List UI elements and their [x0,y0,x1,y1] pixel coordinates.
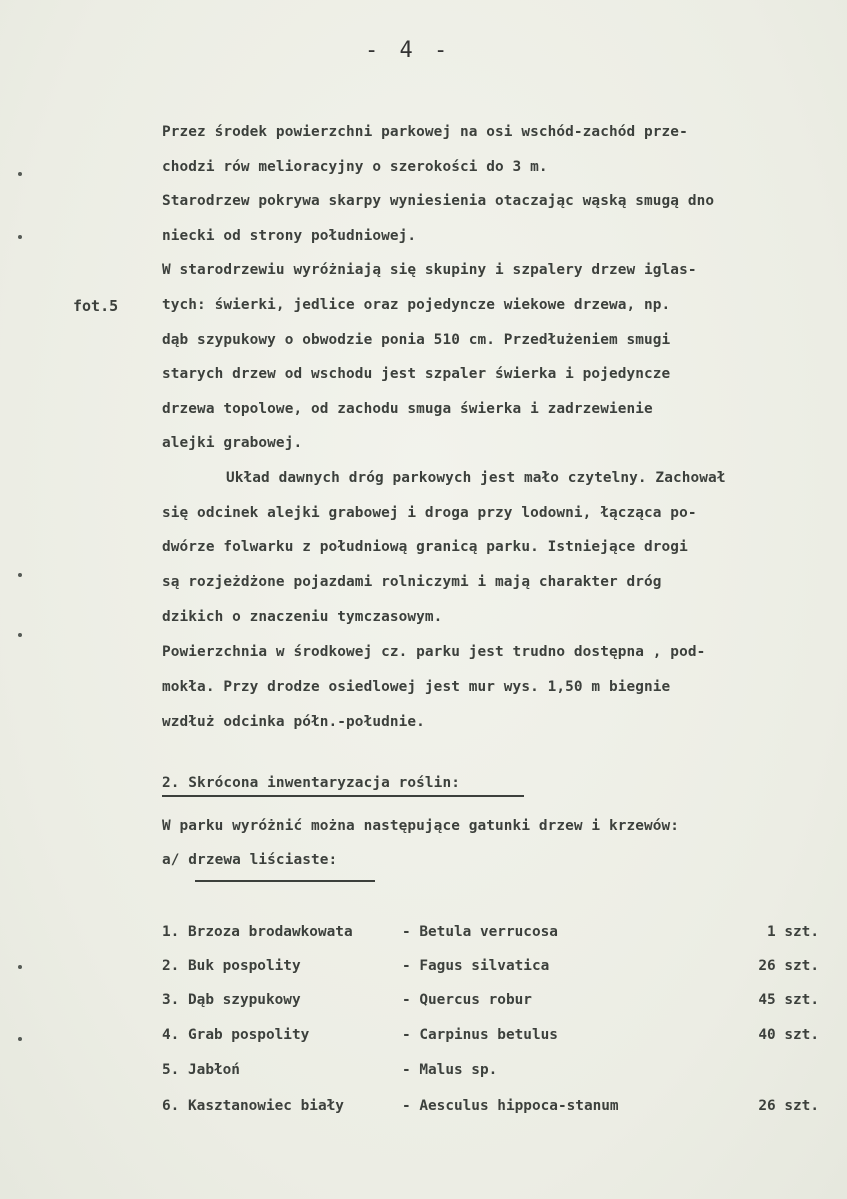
section-heading: 2. Skrócona inwentaryzacja roślin: [162,775,460,791]
paragraph-line: niecki od strony południowej. [162,228,417,244]
margin-dot [18,235,22,239]
plant-name: 5. Jabłoń [162,1062,240,1078]
paragraph-line: Przez środek powierzchni parkowej na osi wschód-zachód prze- [162,124,688,140]
paragraph-line: starych drzew od wschodu jest szpaler świerka i pojedyncze [162,366,671,382]
plant-quantity: 1 szt. [767,924,819,940]
paragraph-line: tych: świerki, jedlice oraz pojedyncze wiekowe drzewa, np. [162,297,671,313]
paragraph-line: wzdłuż odcinka półn.-południe. [162,714,425,730]
paragraph-line: chodzi rów melioracyjny o szerokości do 3 m. [162,159,548,175]
page-number: - 4 - [365,38,452,63]
paragraph-line: alejki grabowej. [162,435,303,451]
margin-dot [18,633,22,637]
paragraph-line: W starodrzewiu wyróżniają się skupiny i szpalery drzew iglas- [162,262,697,278]
paragraph-line: Starodrzew pokrywa skarpy wyniesienia otaczając wąską smugą dno [162,193,715,209]
paragraph-line: mokła. Przy drodze osiedlowej jest mur wys. 1,50 m biegnie [162,679,671,695]
plant-latin-name: - Malus sp. [402,1062,498,1078]
plant-name: 6. Kasztanowiec biały [162,1098,344,1114]
plant-quantity: 26 szt. [758,1098,819,1114]
paragraph-line: drzewa topolowe, od zachodu smuga świerka i zadrzewienie [162,401,653,417]
subheading: drzewa liściaste: [188,852,338,868]
subheading-prefix: a/ [162,852,189,868]
margin-dot [18,965,22,969]
intro-line: W parku wyróżnić można następujące gatunki drzew i krzewów: [162,818,680,834]
plant-quantity: 26 szt. [758,958,819,974]
plant-latin-name: - Aesculus hippoca-stanum [402,1098,619,1114]
paragraph-line: dwórze folwarku z południową granicą parku. Istniejące drogi [162,539,688,555]
plant-latin-name: - Carpinus betulus [402,1027,558,1043]
plant-name: 4. Grab pospolity [162,1027,310,1043]
plant-latin-name: - Betula verrucosa [402,924,558,940]
photo-reference: fot.5 [73,297,119,315]
paragraph-line: dzikich o znaczeniu tymczasowym. [162,609,443,625]
paragraph-line: dąb szypukowy o obwodzie ponia 510 cm. Przedłużeniem smugi [162,332,671,348]
subheading-underline [195,880,375,882]
section-heading-underline [162,795,524,797]
plant-latin-name: - Quercus robur [402,992,532,1008]
margin-dot [18,573,22,577]
paragraph-line: Układ dawnych dróg parkowych jest mało czytelny. Zachował [226,470,726,486]
plant-name: 2. Buk pospolity [162,958,301,974]
plant-name: 1. Brzoza brodawkowata [162,924,353,940]
plant-quantity: 45 szt. [758,992,819,1008]
margin-dot [18,1037,22,1041]
plant-quantity: 40 szt. [758,1027,819,1043]
plant-latin-name: - Fagus silvatica [402,958,550,974]
paragraph-line: są rozjeżdżone pojazdami rolniczymi i mają charakter dróg [162,574,662,590]
plant-name: 3. Dąb szypukowy [162,992,301,1008]
paragraph-line: się odcinek alejki grabowej i droga przy lodowni, łącząca po- [162,505,697,521]
subheading-row [162,852,337,868]
paragraph-line: Powierzchnia w środkowej cz. parku jest trudno dostępna , pod- [162,644,706,660]
margin-dot [18,172,22,176]
